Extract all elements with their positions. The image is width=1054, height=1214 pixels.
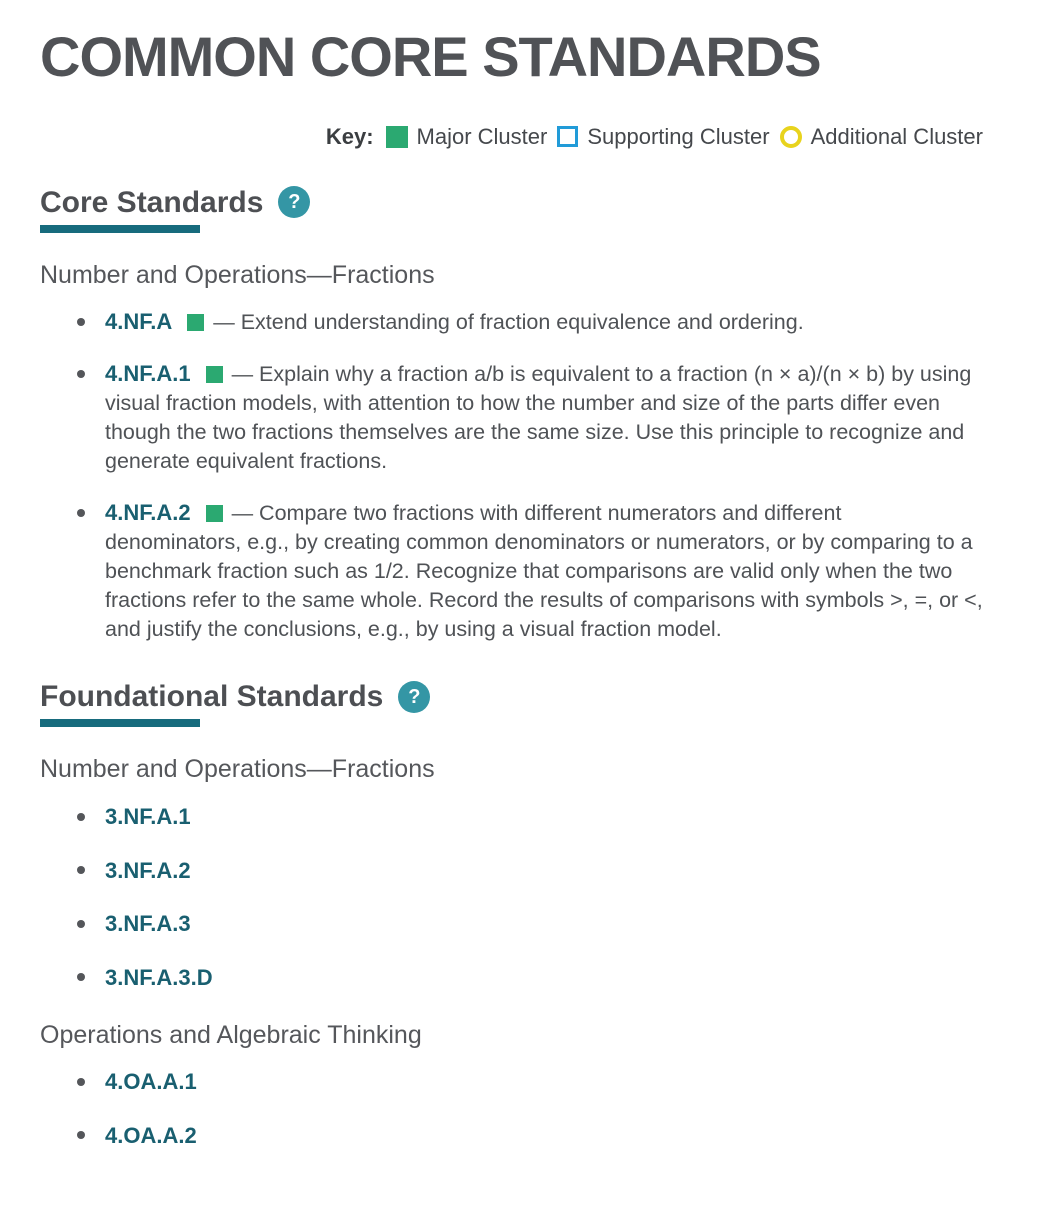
standard-item — [40, 307, 983, 337]
section-heading-underline — [40, 225, 200, 233]
key-item-additional-label: Additional Cluster — [810, 123, 983, 149]
major-cluster-swatch-icon — [206, 366, 223, 383]
standard-code-link[interactable]: 4.OA.A.2 — [105, 1122, 197, 1148]
section-heading-text: Core Standards — [40, 185, 264, 219]
sections-container — [40, 186, 983, 1151]
page-title: COMMON CORE STANDARDS — [40, 25, 821, 88]
standard-code-link[interactable]: 4.OA.A.1 — [105, 1069, 197, 1095]
standards-group — [40, 755, 983, 992]
additional-cluster-swatch-icon — [780, 126, 802, 148]
domain-heading: Operations and Algebraic Thinking — [40, 1020, 422, 1049]
standard-description: — Explain why a fraction a/b is equivalent to a fraction (n × a)/(n × b) by using visual fraction models, with attention to how the number and size of the parts differ even though the two fractions themselves are the same size. Use this principle to recognize and generate equivalent fractions. — [105, 362, 972, 474]
key-item-major-label: Major Cluster — [416, 123, 548, 149]
section-groups — [40, 261, 983, 645]
standard-code-link[interactable]: 4.NF.A — [105, 309, 173, 335]
standard-item — [40, 963, 983, 993]
section-heading — [40, 680, 983, 713]
help-icon[interactable]: ? — [398, 681, 430, 713]
standard-code-link[interactable]: 3.NF.A.1 — [105, 804, 191, 830]
section-heading — [40, 186, 983, 219]
major-cluster-swatch-icon — [187, 314, 204, 331]
domain-heading: Number and Operations—Fractions — [40, 260, 435, 289]
standard-item — [40, 909, 983, 939]
standards-section — [40, 186, 983, 645]
help-icon[interactable]: ? — [278, 186, 310, 218]
standards-list — [40, 802, 983, 993]
standard-item — [40, 802, 983, 832]
key-label: Key: — [325, 123, 374, 149]
key-item-additional — [780, 124, 983, 150]
major-cluster-swatch-icon — [206, 505, 223, 522]
standards-list — [40, 307, 983, 644]
section-heading-text: Foundational Standards — [40, 680, 384, 714]
standards-list — [40, 1067, 983, 1151]
standard-code-link[interactable]: 3.NF.A.3.D — [105, 964, 213, 990]
cluster-key-legend — [40, 124, 983, 150]
standards-group — [40, 1021, 983, 1151]
standard-code-link[interactable]: 3.NF.A.3 — [105, 911, 191, 937]
section-groups — [40, 755, 983, 1151]
standards-group — [40, 261, 983, 645]
standard-code-link[interactable]: 4.NF.A.2 — [105, 500, 191, 526]
key-item-supporting-label: Supporting Cluster — [587, 123, 770, 149]
standard-item — [40, 498, 983, 644]
standard-description: — Compare two fractions with different numerators and different denominators, e.g., by creating common denominators or numerators, or by comparing to a benchmark fraction such as 1/2. Recognize that comparisons are valid only when the two fractions refer to the same whole. Record the results of comparisons with symbols >, =, or <, and justify the conclusions, e.g., by using a visual fraction model. — [105, 501, 983, 642]
key-item-major — [386, 124, 548, 150]
standard-code-link[interactable]: 4.NF.A.1 — [105, 361, 191, 387]
domain-heading: Number and Operations—Fractions — [40, 755, 435, 784]
major-cluster-swatch-icon — [386, 126, 408, 148]
standard-item — [40, 856, 983, 886]
standard-item — [40, 1121, 983, 1151]
standard-description: — Extend understanding of fraction equivalence and ordering. — [213, 310, 804, 335]
section-heading-underline — [40, 719, 200, 727]
standards-section — [40, 680, 983, 1151]
supporting-cluster-swatch-icon — [557, 126, 578, 147]
standard-item — [40, 359, 983, 476]
key-item-supporting — [557, 124, 769, 150]
standard-code-link[interactable]: 3.NF.A.2 — [105, 857, 191, 883]
standard-item — [40, 1067, 983, 1097]
